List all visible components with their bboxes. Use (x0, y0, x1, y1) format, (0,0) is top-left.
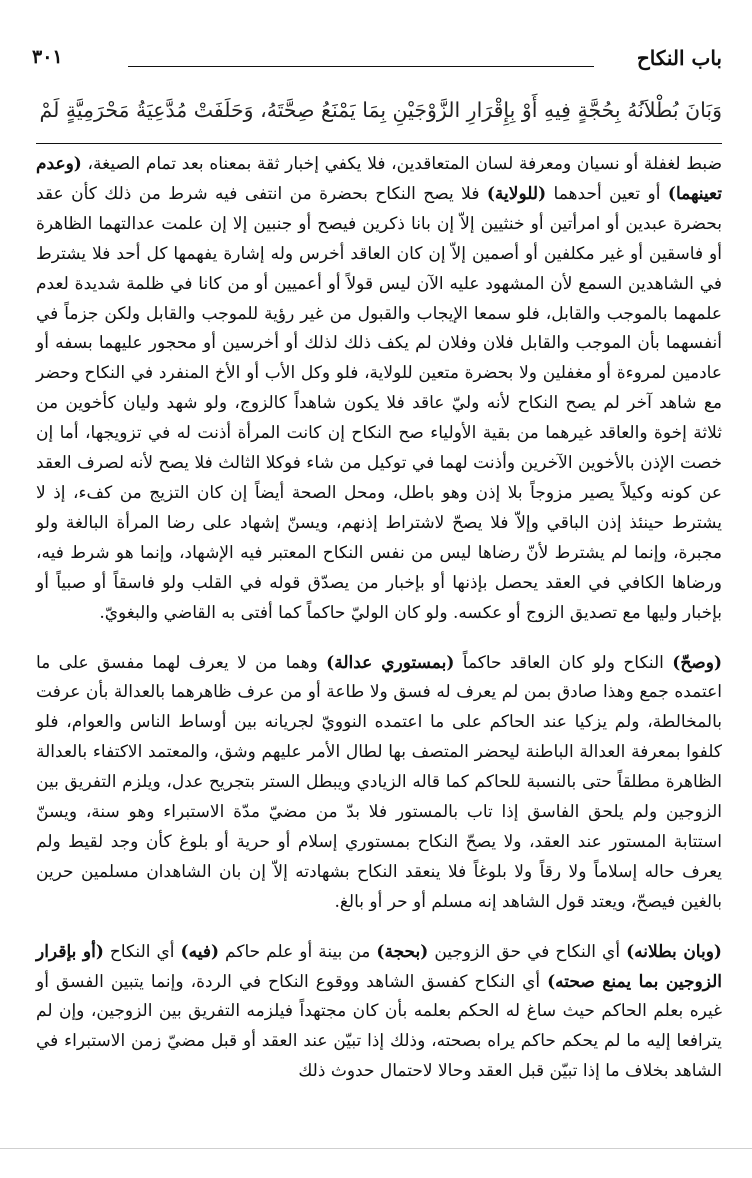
page-header (32, 40, 722, 80)
matn-keyword: (وصحّ) (672, 652, 722, 673)
page-bottom-edge (0, 1148, 752, 1149)
matn-keyword: (وبان بطلانه) (626, 941, 722, 962)
chapter-title: باب النكاح (636, 46, 722, 70)
run: ضبط لغفلة أو نسيان ومعرفة لسان المتعاقدين، فلا يكفي إخبار ثقة بمعناه بعد تمام الصيغة، (81, 154, 722, 174)
run: فلا يصح النكاح بحضرة من انتفى فيه شرط من ذلك كأن عقد بحضرة عبدين أو امرأتين أو خنثيين إلاّ إن بانا ذكرين فيصح أو جنبين إلا إن علمت عدالتهما الظاهرة أو فاسقين أو غير مكلفين أو أصمين إلاّ إن كان العاقد أخرس وله إشارة يفهمها كل أحد فلا يشترط في الشاهدين السمع لأن المشهود عليه الآن ليس قولاً أو أعميين أو من كانا في ظلمة شديدة لعدم علمهما بالموجب والقابل، فلو سمعا الإيجاب والقبول من غير رؤية للموجب والقابل ولكن جزماً في أنفسهما بأن الموجب والقابل فلان وفلان لم يكف ذلك لذلك أو أخرسين أو محجور عليهما بسفه أو عادمين لمروءة أو مغفلين ولا بحضرة متعين للولاية، فلو وكل الأب أو الأخ المنفرد في النكاح وحضر مع شاهد آخر لم يصح النكاح لأنه وليّ عاقد فلا يكون شاهداً كالزوج، ولو شهد وليان كأخوين من ثلاثة إخوة والعاقد غيرهما من بقية الأولياء صح النكاح إن كانت المرأة أذنت له في تزويجها، أما إن خصت الإذن بالأخوين الآخرين وأذنت لهما في توكيل من شاء فوكلا الثالث فلا يصح لأنه لصرف العقد عن كونه وكيلاً يصير مزوجاً بلا إذن وهو باطل، ومحل الصحة أيضاً إن كان التزيج من كفء، إذ لا يشترط حينئذ إذن الباقي وإلاّ فلا يصحّ لاشتراط إذنهم، ويسنّ إشهاد على رضا المرأة البالغة ولو مجبرة، وإنما لم يشترط لأنّ رضاها ليس من نفس النكاح المعتبر فيه الإشهاد، وإنما هو شرط فيه، ورضاها الكافي في العقد يحصل بإذنها أو بإخبار من يصدّق قوله في القلب ولو فاسقاً أو صبياً أو بإخبار وليها مع تصديق الزوج أو عكسه. ولو كان الوليّ حاكماً كما أفتى به القاضي والبغويّ. (36, 183, 722, 623)
commentary-paragraph (36, 150, 722, 629)
run: من بينة أو علم حاكم (219, 941, 377, 962)
commentary-text (36, 150, 722, 1087)
run: أي النكاح كفسق الشاهد ووقوع النكاح في الردة، وإنما يتبين الفسق أو غيره بعلم الحاكم حيث ساغ له الحكم بعلمه بأن كان مجتهداً فيلزمه التفريق بين الزوجين، وإن لم يترافعا إليه ما لم يحكم حاكم يراه بصحته، وذلك إذا تبيّن عند العقد أو قبل مضيّ زمن الاستبراء في الشاهد بخلاف ما إذا تبيّن قبل العقد وحالا لاحتمال حدوث ذلك (36, 971, 722, 1082)
matn-keyword: (أو بإقرار الزوجين بما يمنع صحته) (36, 941, 722, 992)
run: أي النكاح في حق الزوجين (428, 941, 627, 962)
commentary-paragraph (36, 938, 722, 1088)
matn-keyword: (فيه) (180, 941, 220, 962)
run: أو تعين أحدهما (546, 183, 668, 204)
header-rule (128, 66, 594, 67)
matn-keyword: (بمستوري عدالة) (326, 652, 455, 673)
matn-keyword: (وعدم تعينهما) (36, 154, 722, 204)
matn-keyword: (بحجة) (376, 941, 429, 962)
matn-keyword: (للولاية) (486, 183, 547, 204)
run: وهما من لا يعرف لهما مفسق على ما اعتمده جمع وهذا صادق بمن لم يعرف له فسق ولا طاعة أو من عرف ظاهرهما بالعدالة بأن عرفت بالمخالطة، ولم يزكيا عند الحاكم على ما اعتمده النوويّ لجريانه بين أوساط الناس والعوام، فلو كلفوا بمعرفة العدالة الباطنة ليحضر المتصف بها لطال الأمر عليهم وشق، والمعتمد الاكتفاء بالعدالة الظاهرة مطلقاً حتى بالنسبة للحاكم كما قاله الزيادي ويبطل الستر بتجريح عدل، ويلزم التفريق بين الزوجين ولم يلحق الفاسق إذا تاب بالمستور فلا بدّ من مضيّ مدّة الاستبراء وهو سنة، ويسنّ استتابة المستور عند العقد، ولا يصحّ النكاح بمستوري إسلام أو حرية أو بلوغ كأن وجد لقيط ولم يعرف حاله إسلاماً ولا رقاً ولا بلوغاً فلا ينعقد النكاح بشهادته إلاّ إن بان الشاهدان مسلمين حرين بالغين فيصحّ، ويعتد قول الشاهد إنه مسلم أو حر أو بالغ. (36, 652, 722, 912)
matn-separator (36, 143, 722, 144)
commentary-paragraph (36, 649, 722, 918)
run: النكاح ولو كان العاقد حاكماً (454, 652, 673, 673)
run: أي النكاح (103, 941, 181, 962)
matn-text: وَبَانَ بُطْلاَنُهُ بِحُجَّةٍ فِيهِ أَوْ بِإِقْرَارِ الزَّوْجَيْنِ بِمَا يَمْنَعُ صِحَّتَهُ، وَحَلَفَتْ مُدَّعِيَةُ مَحْرَمِيَّةٍ لَمْ (39, 98, 722, 122)
page-number: ٣٠١ (32, 46, 63, 68)
